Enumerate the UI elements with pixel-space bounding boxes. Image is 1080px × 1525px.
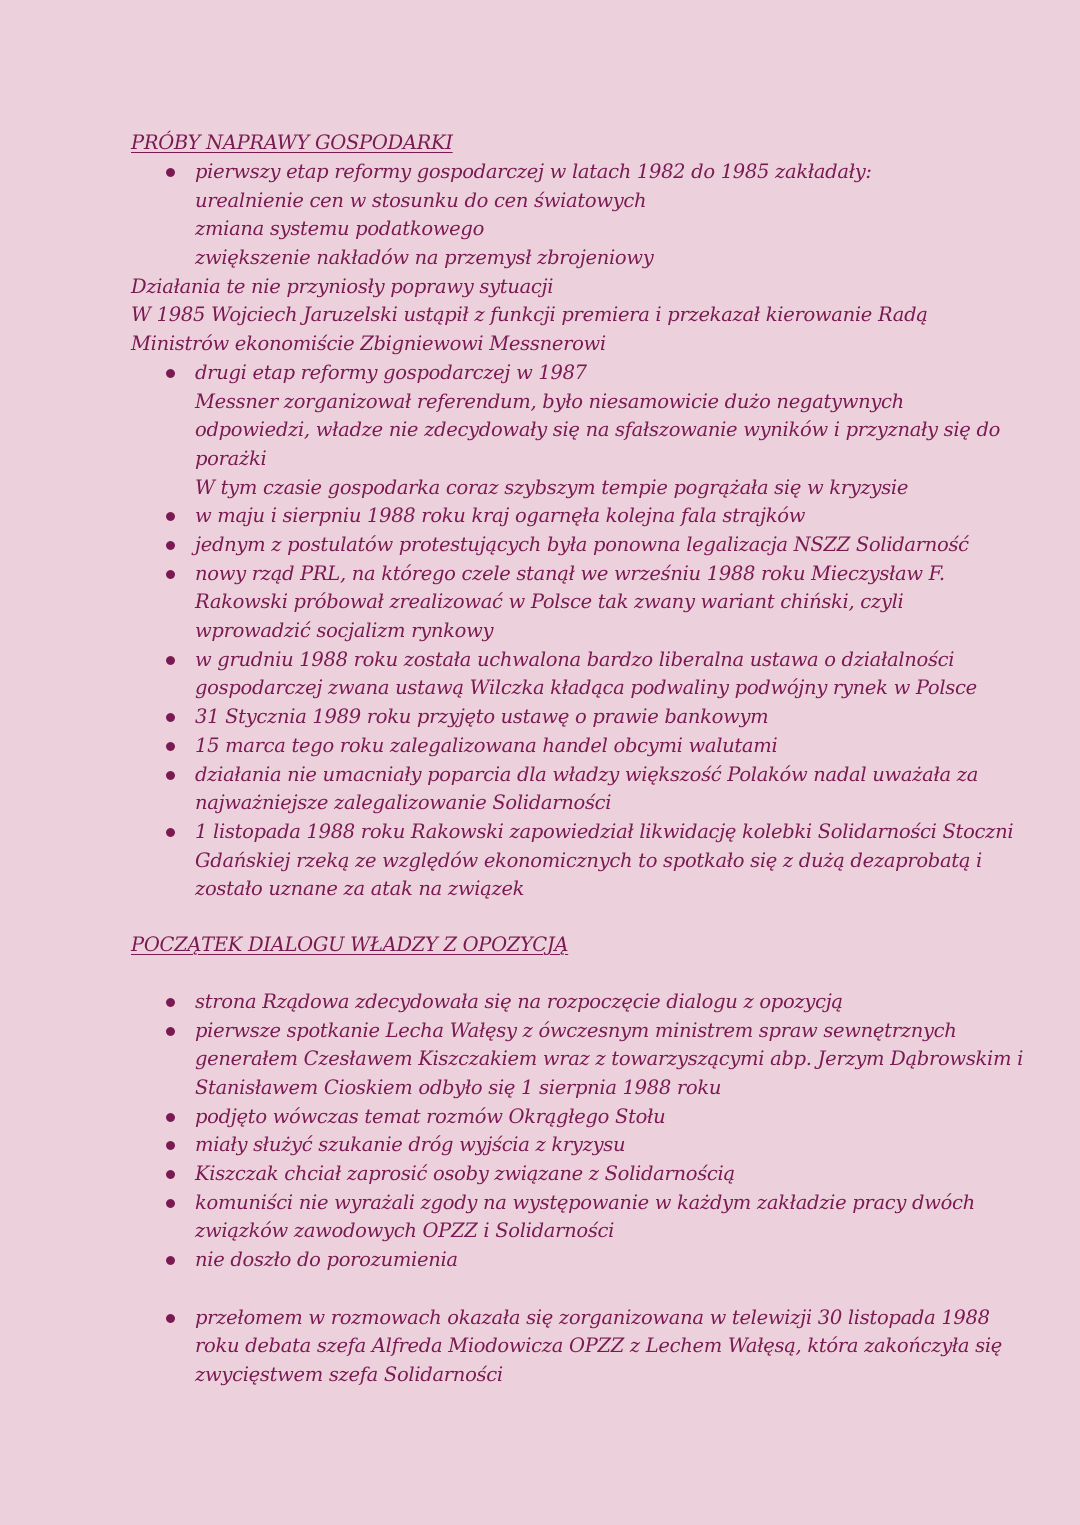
- list-item-text: w maju i sierpniu 1988 roku kraj ogarnęła kolejna fala strajków: [195, 504, 806, 527]
- bullet-icon: [166, 1170, 175, 1179]
- list-item-text: 15 marca tego roku zalegalizowana handel obcymi walutami: [195, 734, 778, 757]
- bullet-icon: [166, 1314, 175, 1323]
- bullet-icon: [166, 828, 175, 837]
- list-item-text: 1 listopada 1988 roku Rakowski zapowiedział likwidację kolebki Solidarności Stoczni: [195, 820, 1014, 843]
- list-item-text: zwycięstwem szefa Solidarności: [195, 1363, 503, 1386]
- bullet-icon: [166, 656, 175, 665]
- list-item-text: odpowiedzi, władze nie zdecydowały się na sfałszowanie wyników i przyznały się do: [195, 418, 1001, 441]
- list-item-text: drugi etap reformy gospodarczej w 1987: [195, 361, 587, 384]
- list-item-text: urealnienie cen w stosunku do cen światowych: [195, 189, 647, 212]
- bullet-icon: [166, 771, 175, 780]
- bullet-icon: [166, 1027, 175, 1036]
- bullet-icon: [166, 742, 175, 751]
- list-item-text: w grudniu 1988 roku została uchwalona bardzo liberalna ustawa o działalności: [195, 648, 955, 671]
- bullet-icon: [166, 369, 175, 378]
- list-item-text: Messner zorganizował referendum, było niesamowicie dużo negatywnych: [195, 390, 904, 413]
- list-item-text: W tym czasie gospodarka coraz szybszym tempie pogrążała się w kryzysie: [195, 476, 909, 499]
- list-item-text: wprowadzić socjalizm rynkowy: [195, 619, 494, 642]
- bullet-icon: [166, 1199, 175, 1208]
- paragraph: W 1985 Wojciech Jaruzelski ustąpił z funkcji premiera i przekazał kierowanie Radą: [131, 303, 928, 326]
- list-item-text: związków zawodowych OPZZ i Solidarności: [195, 1219, 615, 1242]
- list-item-text: komuniści nie wyrażali zgody na występowanie w każdym zakładzie pracy dwóch: [195, 1191, 975, 1214]
- list-item-text: Kiszczak chciał zaprosić osoby związane z Solidarnością: [195, 1162, 735, 1185]
- list-item-text: nie doszło do porozumienia: [195, 1248, 458, 1271]
- list-item-text: strona Rządowa zdecydowała się na rozpoczęcie dialogu z opozycją: [195, 990, 843, 1013]
- list-item-text: jednym z postulatów protestujących była ponowna legalizacja NSZZ Solidarność: [195, 533, 969, 556]
- list-item-text: podjęto wówczas temat rozmów Okrągłego Stołu: [195, 1105, 666, 1128]
- list-item-text: działania nie umacniały poparcia dla władzy większość Polaków nadal uważała za: [195, 763, 979, 786]
- list-item-text: roku debata szefa Alfreda Miodowicza OPZZ z Lechem Wałęsą, która zakończyła się: [195, 1334, 1003, 1357]
- list-item-text: zwiększenie nakładów na przemysł zbrojeniowy: [195, 246, 654, 269]
- list-item-text: Rakowski próbował zrealizować w Polsce tak zwany wariant chiński, czyli: [195, 590, 904, 613]
- bullet-icon: [166, 998, 175, 1007]
- bullet-icon: [166, 713, 175, 722]
- paragraph: Ministrów ekonomiście Zbigniewowi Messnerowi: [131, 332, 606, 355]
- list-item-text: zostało uznane za atak na związek: [195, 877, 525, 900]
- list-item-text: najważniejsze zalegalizowanie Solidarności: [195, 791, 612, 814]
- section-heading-dialogue: POCZĄTEK DIALOGU WŁADZY Z OPOZYCJĄ: [131, 933, 569, 956]
- list-item-text: pierwsze spotkanie Lecha Wałęsy z ówczesnym ministrem spraw sewnętrznych: [195, 1019, 957, 1042]
- list-item-text: Stanisławem Cioskiem odbyło się 1 sierpnia 1988 roku: [195, 1076, 722, 1099]
- list-item-text: porażki: [195, 447, 267, 470]
- list-item-text: gospodarczej zwana ustawą Wilczka kładąca podwaliny podwójny rynek w Polsce: [195, 676, 977, 699]
- paragraph: Działania te nie przyniosły poprawy sytuacji: [131, 275, 554, 298]
- list-item-text: Gdańskiej rzeką ze względów ekonomicznych to spotkało się z dużą dezaprobatą i: [195, 849, 982, 872]
- list-item-text: 31 Stycznia 1989 roku przyjęto ustawę o prawie bankowym: [195, 705, 769, 728]
- list-item-text: przełomem w rozmowach okazała się zorganizowana w telewizji 30 listopada 1988: [195, 1306, 990, 1329]
- section-heading-reform: PRÓBY NAPRAWY GOSPODARKI: [131, 131, 453, 154]
- bullet-icon: [166, 168, 175, 177]
- list-item-text: zmiana systemu podatkowego: [195, 217, 485, 240]
- bullet-icon: [166, 512, 175, 521]
- bullet-icon: [166, 1113, 175, 1122]
- list-item-text: nowy rząd PRL, na którego czele stanął we wrześniu 1988 roku Mieczysław F.: [195, 562, 945, 585]
- list-item-text: pierwszy etap reformy gospodarczej w latach 1982 do 1985 zakładały:: [195, 160, 872, 183]
- bullet-icon: [166, 570, 175, 579]
- bullet-icon: [166, 541, 175, 550]
- list-item-text: generałem Czesławem Kiszczakiem wraz z towarzyszącymi abp. Jerzym Dąbrowskim i: [195, 1047, 1024, 1070]
- bullet-icon: [166, 1141, 175, 1150]
- bullet-icon: [166, 1256, 175, 1265]
- list-item-text: miały służyć szukanie dróg wyjścia z kryzysu: [195, 1133, 626, 1156]
